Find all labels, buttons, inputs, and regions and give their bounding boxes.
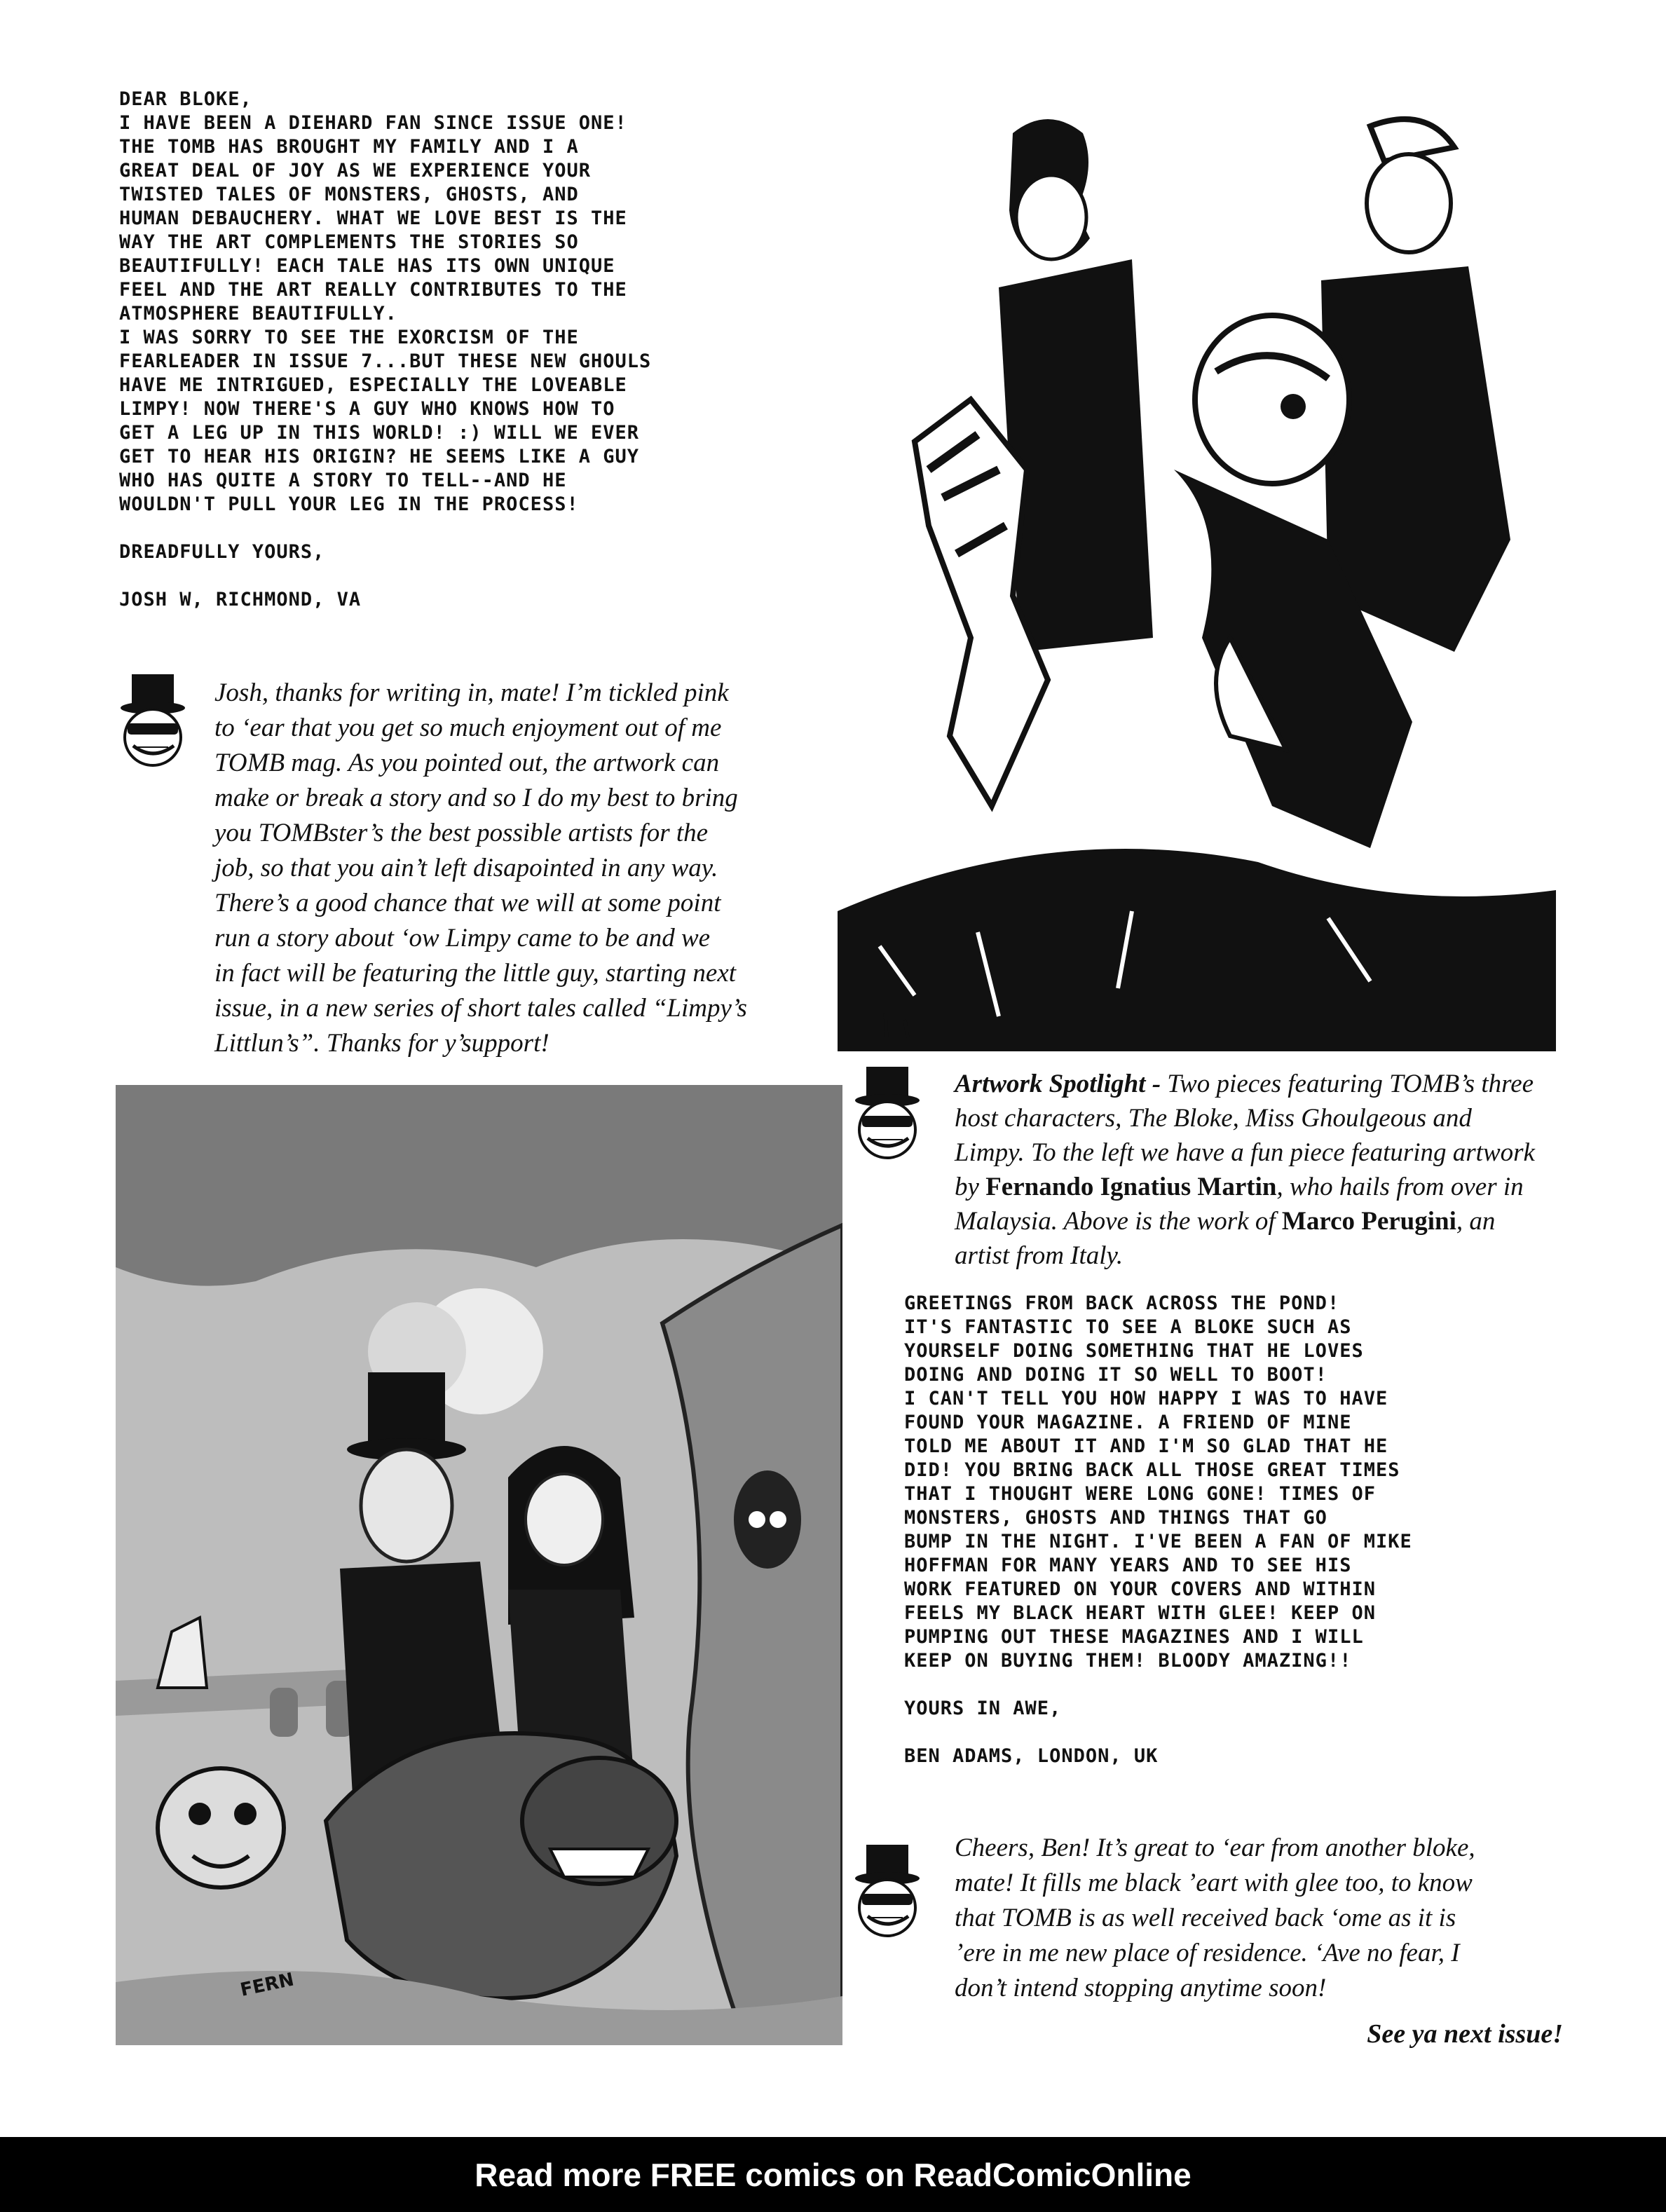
letter-ben [904, 1292, 1577, 1768]
letter-line: FEELS MY BLACK HEART WITH GLEE! KEEP ON [904, 1602, 1376, 1624]
letter-ben-closing: YOURS IN AWE, [904, 1698, 1062, 1719]
reply-to-ben [955, 1831, 1571, 2006]
reply-line: in fact will be featuring the little guy, starting next [214, 959, 737, 988]
letter-line: FEARLEADER IN ISSUE 7...BUT THESE NEW GHOULS [119, 350, 652, 372]
footer-banner[interactable] [0, 2137, 1666, 2212]
reply-to-josh [214, 676, 831, 1061]
letter-line: HOFFMAN FOR MANY YEARS AND TO SEE HIS [904, 1555, 1352, 1576]
letter-line: ATMOSPHERE BEAUTIFULLY. [119, 303, 397, 325]
letter-josh-body [119, 88, 841, 517]
letter-line: WORK FEATURED ON YOUR COVERS AND WITHIN [904, 1578, 1376, 1600]
spotlight-heading: Artwork Spotlight - [955, 1070, 1161, 1098]
letter-line: TWISTED TALES OF MONSTERS, GHOSTS, AND [119, 184, 579, 205]
reply-line: There’s a good chance that we will at some point [214, 889, 721, 917]
letter-line: I CAN'T TELL YOU HOW HAPPY I WAS TO HAVE [904, 1388, 1388, 1409]
reply-line: ’ere in me new place of residence. ‘Ave no fear, I [955, 1939, 1460, 1967]
letter-ben-body [904, 1292, 1577, 1673]
bloke-avatar-icon [112, 673, 196, 771]
bloke-avatar-icon [847, 1843, 931, 1941]
spotlight-text-a: Two pieces featuring TOMB’s three host characters, The Bloke, Miss Ghoulgeous and Limpy. To the left we have a fun piece featuring artwork by [955, 1070, 1535, 1201]
letter-line: LIMPY! NOW THERE'S A GUY WHO KNOWS HOW TO [119, 398, 615, 420]
reply-line: Cheers, Ben! It’s great to ‘ear from another bloke, [955, 1834, 1475, 1862]
letter-line: GREAT DEAL OF JOY AS WE EXPERIENCE YOUR [119, 160, 591, 182]
reply-line: job, so that you ain’t left disapointed in any way. [214, 854, 718, 882]
letter-line: FEEL AND THE ART REALLY CONTRIBUTES TO THE [119, 279, 627, 301]
letter-line: HUMAN DEBAUCHERY. WHAT WE LOVE BEST IS THE [119, 207, 627, 229]
spotlight-text-c: , an artist from Italy. [955, 1207, 1496, 1270]
spotlight-artist-perugini: Marco Perugini [1281, 1207, 1456, 1236]
letter-line: KEEP ON BUYING THEM! BLOODY AMAZING!! [904, 1650, 1352, 1672]
letter-line: GREETINGS FROM BACK ACROSS THE POND! [904, 1292, 1340, 1314]
reply-line: you TOMBster’s the best possible artists for the [214, 819, 709, 847]
letter-line: IT'S FANTASTIC TO SEE A BLOKE SUCH AS [904, 1316, 1352, 1338]
bloke-avatar-icon [847, 1065, 931, 1163]
reply-line: Littlun’s”. Thanks for y’support! [214, 1029, 549, 1058]
letter-line: I HAVE BEEN A DIEHARD FAN SINCE ISSUE ONE! [119, 112, 627, 134]
reply-line: TOMB mag. As you pointed out, the artwork can [214, 749, 720, 777]
letter-line: DID! YOU BRING BACK ALL THOSE GREAT TIMES [904, 1459, 1400, 1481]
letter-line: YOURSELF DOING SOMETHING THAT HE LOVES [904, 1340, 1364, 1362]
reply-line: to ‘ear that you get so much enjoyment out of me [214, 714, 722, 742]
spotlight-artist-martin: Fernando Ignatius Martin [985, 1173, 1277, 1201]
letter-line: BUMP IN THE NIGHT. I'VE BEEN A FAN OF MIKE [904, 1531, 1412, 1552]
footer-link[interactable]: Read more FREE comics on ReadComicOnline [474, 2156, 1192, 2193]
letter-josh-closing: DREADFULLY YOURS, [119, 541, 325, 563]
letter-line: PUMPING OUT THESE MAGAZINES AND I WILL [904, 1626, 1364, 1648]
spotlight-text-b: , who hails from over in Malaysia. Above is the work of [955, 1173, 1524, 1236]
letter-line: GET TO HEAR HIS ORIGIN? HE SEEMS LIKE A GUY [119, 446, 639, 467]
artwork-perugini [838, 105, 1556, 1051]
artwork-signature-fern: FERN [238, 1969, 296, 2001]
reply-line: don’t intend stopping anytime soon! [955, 1974, 1327, 2002]
letter-line: WAY THE ART COMPLEMENTS THE STORIES SO [119, 231, 579, 253]
letter-line: I WAS SORRY TO SEE THE EXORCISM OF THE [119, 327, 579, 348]
letter-line: THAT I THOUGHT WERE LONG GONE! TIMES OF [904, 1483, 1376, 1505]
letter-ben-signature: BEN ADAMS, LONDON, UK [904, 1745, 1159, 1767]
letter-josh-signature: JOSH W, RICHMOND, VA [119, 589, 362, 610]
reply-line: run a story about ‘ow Limpy came to be and we [214, 924, 711, 953]
letter-line: THE TOMB HAS BROUGHT MY FAMILY AND I A [119, 136, 579, 158]
artwork-martin [116, 1085, 842, 2045]
letter-line: GET A LEG UP IN THIS WORLD! :) WILL WE EVER [119, 422, 639, 444]
letter-line: MONSTERS, GHOSTS AND THINGS THAT GO [904, 1507, 1327, 1529]
letter-line: HAVE ME INTRIGUED, ESPECIALLY THE LOVEABLE [119, 374, 627, 396]
letter-line: WHO HAS QUITE A STORY TO TELL--AND HE [119, 470, 567, 491]
reply-line: make or break a story and so I do my best to bring [214, 784, 738, 812]
letter-line: DOING AND DOING IT SO WELL TO BOOT! [904, 1364, 1327, 1386]
letter-line: WOULDN'T PULL YOUR LEG IN THE PROCESS! [119, 493, 579, 515]
signoff: See ya next issue! [1367, 2019, 1563, 2049]
letter-line: BEAUTIFULLY! EACH TALE HAS ITS OWN UNIQUE [119, 255, 615, 277]
letter-josh [119, 88, 841, 612]
letter-line: FOUND YOUR MAGAZINE. A FRIEND OF MINE [904, 1412, 1352, 1433]
letter-line: DEAR BLOKE, [119, 88, 252, 110]
letter-line: TOLD ME ABOUT IT AND I'M SO GLAD THAT HE [904, 1435, 1388, 1457]
reply-line: that TOMB is as well received back ‘ome as it is [955, 1904, 1456, 1932]
artwork-spotlight [955, 1067, 1543, 1273]
reply-line: mate! It fills me black ’eart with glee too, to know [955, 1869, 1473, 1897]
reply-line: issue, in a new series of short tales called “Limpy’s [214, 994, 747, 1023]
reply-line: Josh, thanks for writing in, mate! I’m tickled pink [214, 678, 729, 707]
